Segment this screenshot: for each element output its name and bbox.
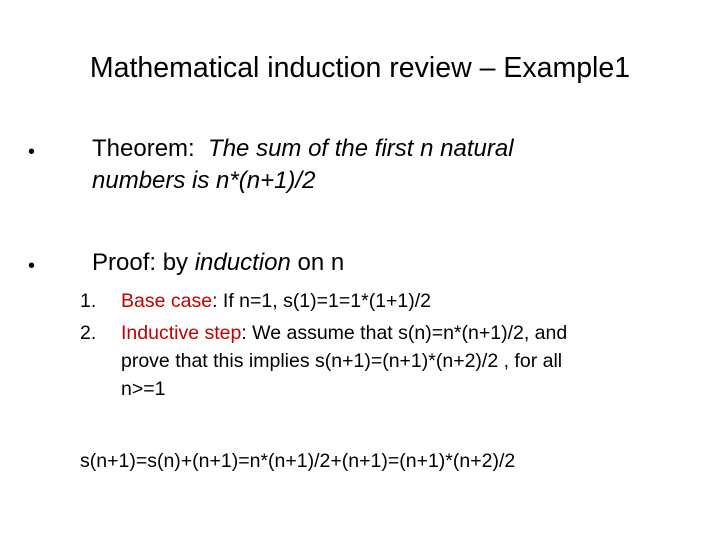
inductive-step-label: Inductive step	[121, 322, 242, 344]
base-case-label: Base case	[121, 290, 213, 312]
bullet-marker: •	[28, 141, 36, 163]
slide-title: Mathematical induction review – Example1	[89, 52, 631, 84]
step-text	[121, 288, 691, 314]
inductive-detail-1: : We assume that s(n)=n*(n+1)/2, and	[241, 322, 568, 344]
theorem-line-2	[92, 165, 702, 197]
proof-prefix: Proof: by	[92, 249, 195, 276]
proof-suffix: on n	[290, 249, 345, 276]
step-number: 1.	[80, 290, 97, 312]
base-case-detail: : If n=1, s(1)=1=1*(1+1)/2	[212, 290, 432, 312]
bullet-marker: •	[28, 255, 36, 277]
induction-formula: s(n+1)=s(n)+(n+1)=n*(n+1)/2+(n+1)=(n+1)*(n+2)/2	[80, 450, 516, 472]
theorem-label: Theorem:	[92, 135, 209, 162]
proof-text	[92, 247, 702, 279]
theorem-statement-part-1: The sum of the first n natural	[208, 135, 514, 162]
theorem-text	[92, 133, 702, 197]
inductive-line-3: n>=1	[121, 378, 166, 400]
inductive-line-1	[121, 320, 691, 346]
theorem-line-1	[92, 133, 702, 165]
theorem-statement-part-2: numbers is n*(n+1)/2	[92, 167, 316, 194]
step-number: 2.	[80, 322, 97, 344]
proof-method: induction	[194, 249, 291, 276]
step-text	[121, 320, 691, 402]
inductive-line-2: prove that this implies s(n+1)=(n+1)*(n+2)/2 , for all	[121, 350, 563, 372]
